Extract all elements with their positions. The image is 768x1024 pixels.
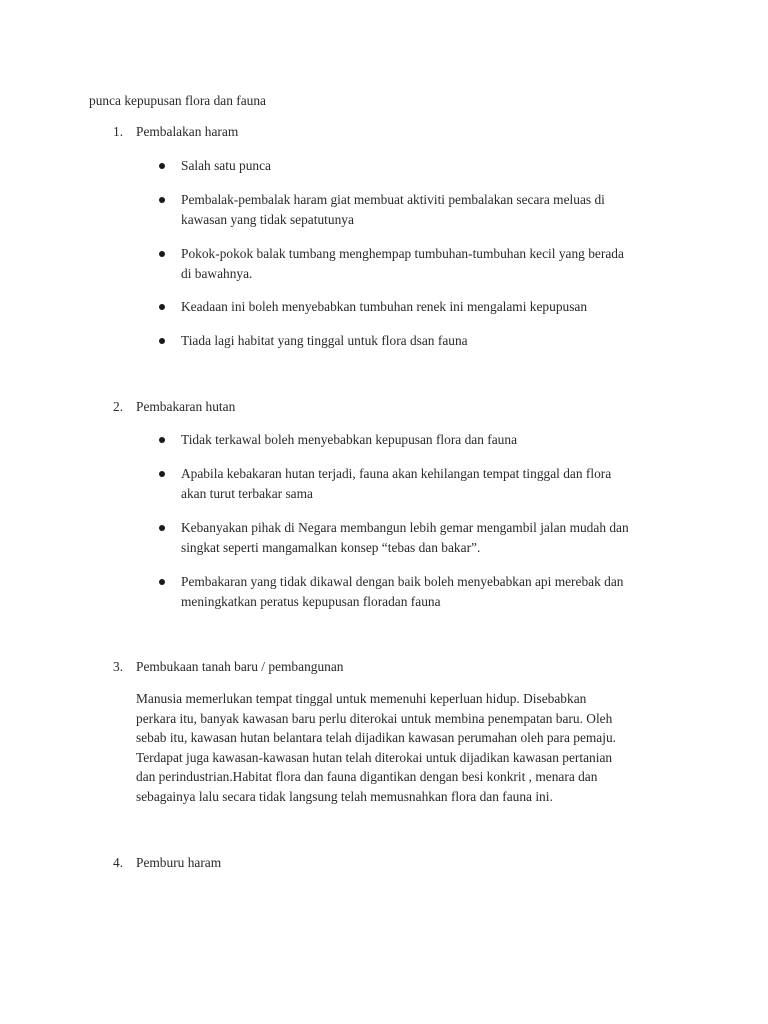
section-heading-3 [113,657,344,676]
bullet-icon [159,525,165,531]
bullet-icon [159,579,165,585]
paragraph-line: sebagainya lalu secara tidak langsung telah memusnahkan flora dan fauna ini. [136,788,553,804]
section-heading-1 [113,122,238,141]
list-item [181,156,681,176]
paragraph-line: Terdapat juga kawasan-kawasan hutan telah diterokai untuk dijadikan kawasan pertanian [136,749,613,765]
list-item-text: akan turut terbakar sama [181,485,313,501]
list-item [181,430,681,450]
list-item-text: singkat seperti mangamalkan konsep “tebas dan bakar”. [181,539,481,555]
section-number: 3. [113,659,124,674]
list-item-text: Tidak terkawal boleh menyebabkan kepupusan flora dan fauna [181,432,518,447]
bullet-icon [159,437,165,443]
list-item-text: Pembakaran yang tidak dikawal dengan baik boleh menyebabkan api merebak dan [181,574,624,589]
list-item-text: Keadaan ini boleh menyebabkan tumbuhan renek ini mengalami kepupusan [181,299,588,314]
paragraph-line: sebab itu, kawasan hutan belantara telah dijadikan kawasan perumahan oleh para pemaju. [136,730,617,746]
section-title: Pembukaan tanah baru / pembangunan [136,659,344,674]
list-item [181,518,681,557]
list-item [181,572,681,611]
bullet-icon [159,304,165,310]
paragraph-line: perkara itu, banyak kawasan baru perlu diterokai untuk membina penempatan baru. Oleh [136,710,613,726]
list-item-text: Salah satu punca [181,158,271,173]
bullet-icon [159,338,165,344]
list-item-text: Kebanyakan pihak di Negara membangun lebih gemar mengambil jalan mudah dan [181,520,629,535]
list-item-text: Pokok-pokok balak tumbang menghempap tumbuhan-tumbuhan kecil yang berada [181,246,624,261]
list-item-text: kawasan yang tidak sepatutunya [181,211,354,227]
section-heading-2 [113,397,235,416]
bullet-icon [159,163,165,169]
list-item-text: Pembalak-pembalak haram giat membuat aktiviti pembalakan secara meluas di [181,192,605,207]
list-item [181,464,681,503]
section-title: Pemburu haram [136,855,222,870]
section-title: Pembalakan haram [136,124,239,139]
list-item-text: Tiada lagi habitat yang tinggal untuk flora dsan fauna [181,333,468,348]
section-title: Pembakaran hutan [136,399,236,414]
bullet-icon [159,471,165,477]
paragraph-line: dan perindustrian.Habitat flora dan fauna digantikan dengan besi konkrit , menara dan [136,769,598,785]
list-item [181,244,681,283]
list-item-text: Apabila kebakaran hutan terjadi, fauna akan kehilangan tempat tinggal dan flora [181,466,612,481]
section-number: 1. [113,124,124,139]
list-item [181,190,681,229]
bullet-icon [159,197,165,203]
list-item-text: di bawahnya. [181,265,253,281]
paragraph-line: Manusia memerlukan tempat tinggal untuk memenuhi keperluan hidup. Disebabkan [136,691,587,706]
bullet-icon [159,251,165,257]
list-item [181,297,681,317]
section-number: 4. [113,855,124,870]
list-item-text: meningkatkan peratus kepupusan floradan fauna [181,593,441,609]
section-paragraph [136,689,676,807]
document-title: punca kepupusan flora dan fauna [89,93,266,108]
section-number: 2. [113,399,124,414]
list-item [181,331,681,351]
section-heading-4 [113,853,221,872]
